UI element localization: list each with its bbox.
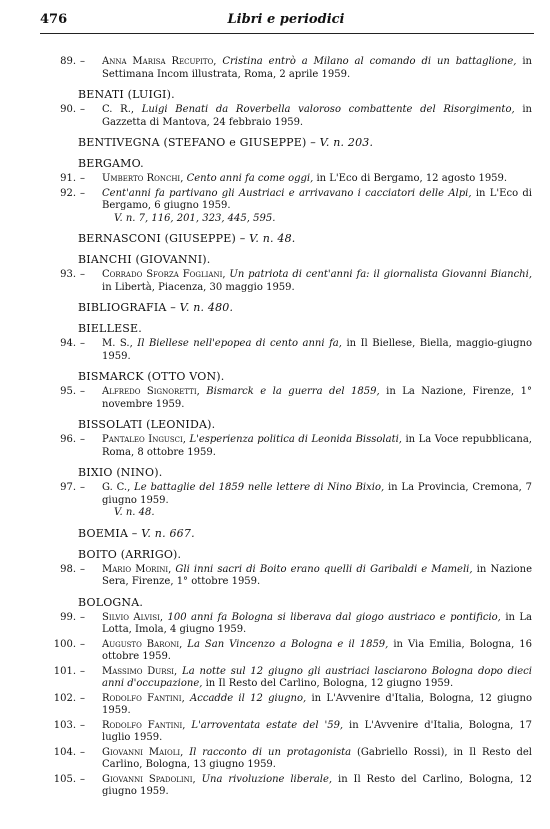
entry-number: 93. bbox=[60, 269, 76, 280]
entry-author: Anna Marisa Recupito, bbox=[102, 56, 217, 67]
entry-author: Umberto Ronchi, bbox=[102, 173, 184, 184]
section-heading bbox=[78, 527, 532, 541]
bibliography-entry bbox=[40, 434, 532, 459]
heading-text: BIELLESE. bbox=[78, 322, 142, 335]
heading-text: BENTIVEGNA (STEFANO e GIUSEPPE) bbox=[78, 136, 307, 149]
heading-text: BIXIO (NINO). bbox=[78, 466, 163, 479]
heading-text: BIBLIOGRAFIA bbox=[78, 301, 167, 314]
section-heading bbox=[78, 548, 532, 562]
header-rule bbox=[40, 33, 534, 34]
entry-title: Luigi Benati da Roverbella valoroso combattente del Risorgimento, bbox=[141, 104, 515, 115]
entry-author: Alfredo Signoretti, bbox=[102, 386, 200, 397]
entry-title: Una rivoluzione liberale, bbox=[201, 773, 333, 785]
entry-author: Giovanni Maioli, bbox=[102, 746, 184, 758]
section-heading bbox=[78, 157, 532, 171]
entry-publication: in Il Resto del Carlino, Bologna, 12 giugno 1959. bbox=[205, 678, 454, 689]
bibliography-entry bbox=[40, 482, 532, 520]
entry-title: L'esperienza politica di Leonida Bissolati, bbox=[189, 434, 402, 445]
entry-author: M. S., bbox=[102, 338, 133, 349]
entry-text bbox=[102, 56, 532, 80]
entry-text bbox=[102, 173, 507, 184]
entry-number: 90. bbox=[60, 104, 76, 115]
entry-author: Massimo Dursi, bbox=[102, 665, 178, 677]
entry-number: 104. bbox=[53, 746, 76, 758]
entry-author: Pantaleo Ingusci, bbox=[102, 434, 186, 445]
entry-text bbox=[102, 639, 532, 663]
heading-text: BOITO (ARRIGO). bbox=[78, 547, 182, 561]
bibliography-entry bbox=[40, 720, 532, 745]
entry-publication: in Settimana Incom illustrata, Roma, 2 aprile 1959. bbox=[102, 56, 532, 80]
entry-publication: in L'Avvenire d'Italia, Bologna, 12 giugno 1959. bbox=[102, 692, 533, 716]
entry-publication: in La Provincia, Cremona, 7 giugno 1959. bbox=[102, 482, 532, 506]
entry-number: 91. bbox=[60, 173, 76, 184]
entry-number: 97. bbox=[60, 482, 76, 493]
entry-publication: in Il Biellese, Biella, maggio-giugno 1959. bbox=[102, 338, 533, 362]
entry-title: Il racconto di un protagonista bbox=[189, 746, 352, 758]
running-title: Libri e periodici bbox=[227, 12, 345, 27]
entry-title: Accadde il 12 giugno, bbox=[190, 692, 307, 704]
entry-dash: – bbox=[80, 665, 85, 677]
bibliography-entry bbox=[40, 564, 532, 589]
section-heading bbox=[78, 301, 532, 315]
page-header bbox=[40, 12, 532, 34]
bibliography-body bbox=[40, 56, 532, 801]
entry-publication: in La Lotta, Imola, 4 giugno 1959. bbox=[102, 611, 533, 635]
section-heading bbox=[78, 370, 532, 384]
heading-reference: – V. n. 203. bbox=[310, 136, 374, 149]
entry-publication: in Gazzetta di Mantova, 24 febbraio 1959. bbox=[102, 104, 532, 128]
entry-dash: – bbox=[80, 719, 85, 731]
section-heading bbox=[78, 322, 532, 336]
section-heading bbox=[78, 88, 532, 102]
bibliography-entry bbox=[40, 338, 532, 363]
entry-title: Un patriota di cent'anni fa: il giornalista Giovanni Bianchi, bbox=[229, 269, 532, 280]
entry-dash: – bbox=[80, 56, 85, 67]
entry-title: La notte sul 12 giugno gli austriaci lasciarono Bologna dopo dieci anni d'occupazione, bbox=[102, 665, 532, 689]
entry-author: G. C., bbox=[102, 482, 131, 493]
entry-text bbox=[102, 482, 532, 506]
entry-author: Rodolfo Fantini, bbox=[102, 692, 185, 704]
entry-author: Silvio Alvisi, bbox=[102, 611, 164, 623]
entry-title: Cent'anni fa partivano gli Austriaci e arrivavano i cacciatori delle Alpi, bbox=[102, 187, 472, 199]
entry-text bbox=[102, 434, 532, 458]
entry-publication: in La Nazione, Firenze, 1° novembre 1959. bbox=[102, 386, 532, 410]
heading-text: BIANCHI (GIOVANNI). bbox=[78, 253, 211, 266]
bibliography-entry bbox=[40, 774, 532, 799]
section-heading bbox=[78, 418, 532, 432]
entry-number: 100. bbox=[53, 638, 76, 650]
entry-author: C. R., bbox=[102, 104, 135, 115]
bibliography-entry bbox=[40, 173, 532, 186]
page-number: 476 bbox=[40, 12, 68, 27]
entry-publication: in Libertà, Piacenza, 30 maggio 1959. bbox=[102, 281, 295, 293]
entry-text bbox=[102, 747, 532, 771]
entry-dash: – bbox=[80, 104, 85, 115]
entry-title: Gli inni sacri di Boito erano quelli di Garibaldi e Mameli, bbox=[175, 563, 473, 575]
bibliography-entry bbox=[40, 56, 532, 81]
heading-text: BOEMIA bbox=[78, 526, 129, 540]
heading-text: BISMARCK (OTTO VON). bbox=[78, 370, 225, 383]
entry-publication: in Via Emilia, Bologna, 16 ottobre 1959. bbox=[102, 638, 532, 662]
bibliography-entry bbox=[40, 386, 532, 411]
bibliography-entry bbox=[40, 612, 532, 637]
entry-text bbox=[102, 188, 532, 212]
section-heading bbox=[78, 596, 532, 610]
entry-dash: – bbox=[80, 773, 85, 785]
entry-author: Rodolfo Fantini, bbox=[102, 719, 186, 731]
entry-publication: in Il Resto del Carlino, Bologna, 12 giugno 1959. bbox=[102, 773, 532, 797]
bibliography-entry bbox=[40, 693, 532, 718]
entry-dash: – bbox=[80, 269, 85, 280]
entry-number: 103. bbox=[53, 719, 76, 731]
heading-reference: – V. n. 667. bbox=[131, 526, 195, 540]
entry-dash: – bbox=[80, 434, 85, 445]
entry-title: Bismarck e la guerra del 1859, bbox=[206, 386, 380, 397]
entry-text bbox=[102, 693, 532, 717]
entry-author: Augusto Baroni, bbox=[102, 638, 183, 650]
entry-text bbox=[102, 564, 532, 588]
bibliography-entry bbox=[40, 104, 532, 129]
entry-number: 89. bbox=[60, 56, 76, 67]
entry-publication: in L'Avvenire d'Italia, Bologna, 17 luglio 1959. bbox=[102, 719, 532, 743]
entry-text bbox=[102, 269, 532, 293]
bibliography-entry bbox=[40, 188, 532, 226]
entry-title: La San Vincenzo a Bologna e il 1859, bbox=[187, 638, 389, 650]
entry-number: 94. bbox=[60, 338, 76, 349]
entry-publication: in L'Eco di Bergamo, 6 giugno 1959. bbox=[102, 187, 533, 211]
entry-text bbox=[102, 338, 532, 362]
entry-author: Mario Morini, bbox=[102, 563, 172, 575]
heading-text: BERGAMO. bbox=[78, 157, 144, 170]
entry-dash: – bbox=[80, 173, 85, 184]
entry-cross-reference: V. n. 48. bbox=[114, 507, 155, 518]
entry-title: Cento anni fa come oggi, bbox=[186, 173, 314, 184]
bibliography-entry bbox=[40, 747, 532, 772]
heading-text: BENATI (LUIGI). bbox=[78, 88, 175, 101]
entry-text bbox=[102, 774, 532, 798]
entry-text bbox=[102, 720, 532, 744]
entry-number: 96. bbox=[60, 434, 76, 445]
entry-dash: – bbox=[80, 386, 85, 397]
entry-number: 102. bbox=[53, 692, 76, 704]
entry-publication: (Gabriello Rossi), in Il Resto del Carlino, Bologna, 13 giugno 1959. bbox=[102, 746, 533, 770]
entry-number: 99. bbox=[60, 611, 76, 623]
entry-dash: – bbox=[80, 746, 85, 758]
entry-number: 95. bbox=[60, 386, 76, 397]
entry-publication: in L'Eco di Bergamo, 12 agosto 1959. bbox=[316, 173, 508, 184]
section-heading bbox=[78, 466, 532, 480]
entry-author: Corrado Sforza Fogliani, bbox=[102, 269, 226, 280]
heading-text: BOLOGNA. bbox=[78, 595, 144, 609]
entry-text bbox=[102, 104, 532, 128]
bibliography-entry bbox=[40, 639, 532, 664]
heading-reference: – V. n. 480. bbox=[170, 301, 234, 314]
entry-title: Il Biellese nell'epopea di cento anni fa, bbox=[137, 338, 342, 349]
entry-text bbox=[102, 666, 532, 690]
bibliography-entry bbox=[40, 666, 532, 691]
entry-number: 92. bbox=[60, 187, 76, 199]
entry-dash: – bbox=[80, 187, 85, 199]
entry-author: Giovanni Spadolini, bbox=[102, 773, 196, 785]
entry-dash: – bbox=[80, 611, 85, 623]
section-heading bbox=[78, 136, 532, 150]
entry-text bbox=[102, 386, 532, 410]
entry-publication: in Nazione Sera, Firenze, 1° ottobre 1959. bbox=[102, 563, 532, 587]
entry-number: 98. bbox=[60, 563, 76, 575]
entry-dash: – bbox=[80, 338, 85, 349]
entry-number: 105. bbox=[53, 773, 76, 785]
entry-title: Le battaglie del 1859 nelle lettere di Nino Bixio, bbox=[134, 482, 385, 493]
entry-title: 100 anni fa Bologna si liberava dal giogo austriaco e pontificio, bbox=[167, 611, 501, 623]
heading-reference: – V. n. 48. bbox=[239, 232, 296, 245]
entry-cross-reference: V. n. 7, 116, 201, 323, 445, 595. bbox=[114, 212, 276, 224]
entry-dash: – bbox=[80, 692, 85, 704]
entry-publication: in La Voce repubblicana, Roma, 8 ottobre 1959. bbox=[102, 434, 532, 458]
entry-dash: – bbox=[80, 482, 85, 493]
bibliography-entry bbox=[40, 269, 532, 294]
section-heading bbox=[78, 232, 532, 246]
heading-text: BISSOLATI (LEONIDA). bbox=[78, 418, 216, 431]
entry-title: Cristina entrò a Milano al comando di un battaglione, bbox=[222, 56, 517, 67]
entry-dash: – bbox=[80, 563, 85, 575]
entry-text bbox=[102, 612, 532, 636]
entry-dash: – bbox=[80, 638, 85, 650]
entry-number: 101. bbox=[53, 665, 76, 677]
heading-text: BERNASCONI (GIUSEPPE) bbox=[78, 232, 236, 245]
entry-title: L'arroventata estate del '59, bbox=[191, 719, 344, 731]
section-heading bbox=[78, 253, 532, 267]
